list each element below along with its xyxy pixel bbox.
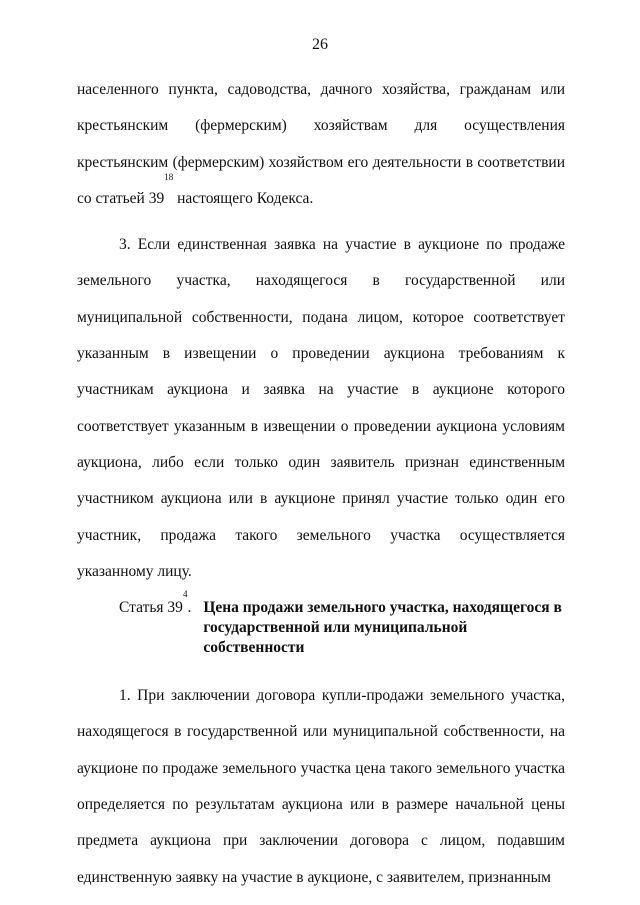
paragraph-clause-3: 3. Если единственная заявка на участие в аукционе по продаже земельного участка, находящегося в государственной или муниципальной собственности, подана лицом, которое соответствует указанным в извещении о проведении аукциона требованиям к участникам аукциона и заявка на участие в аукционе которого соответствует указанным в извещении о проведении аукциона условиям аукциона, либо если только один заявитель признан единственным участником аукциона или в аукционе принял участие только один его участник, продажа такого земельного участка осуществляется указанному лицу. bbox=[77, 236, 565, 580]
article-reference-superscript: 18 bbox=[164, 171, 174, 182]
article-heading bbox=[119, 589, 565, 658]
paragraph-text: населенного пункта, садоводства, дачного хозяйства, гражданам или крестьянским (фермерским) хозяйствам для осуществления крестьянским (фермерским) хозяйством его деятельности в соответствии со статьей 39 bbox=[77, 81, 565, 207]
article-number bbox=[119, 589, 203, 658]
article-title: Цена продажи земельного участка, находящегося в государственной или муниципальной собственности bbox=[203, 599, 562, 657]
article-label-text: Статья 39 bbox=[119, 599, 183, 617]
article-label-tail: . bbox=[187, 599, 192, 617]
page-number: 26 bbox=[312, 36, 328, 53]
article-label-superscript: 4 bbox=[182, 589, 188, 600]
paragraph-clause-1: 1. При заключении договора купли-продажи земельного участка, находящегося в государственной или муниципальной собственности, на аукционе по продаже земельного участка цена такого земельного участка определяется по результатам аукциона или в размере начальной цены предмета аукциона при заключении договора с лицом, подавшим единственную заявку на участие в аукционе, с заявителем, признанным bbox=[77, 687, 565, 886]
body-text bbox=[77, 72, 565, 896]
paragraph-tail: настоящего Кодекса. bbox=[173, 189, 314, 207]
paragraph-continuation bbox=[77, 72, 565, 217]
